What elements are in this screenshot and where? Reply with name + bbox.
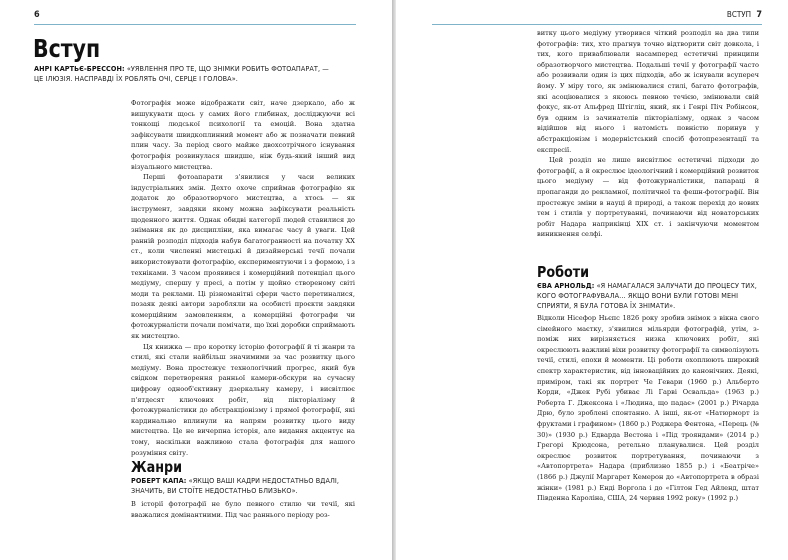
works-body <box>537 313 759 504</box>
right-running-head <box>727 10 762 20</box>
intro-paragraph-4: витку цього медіуму утворився чіткий розподіл на два типи фотографів: тих, хто прагнув точно відтворити світ довкола, і тих, кого приваблювали насамперед естетичні принципи образотворчого мистецтва. Подальші течії у фотографії часто або розвивали один із цих підходів, або ж існували всупереч йому. У міру того, як змінювалися стилі, багато фотографів, які асоціювалися з якоюсь певною течією, змінювали свій фокус, як-от Альфред Штігліц, який, як і Генрі Піч Робінсон, був одним із зачинателів пікторіалізму, однак з часом відійшов від нього і натомість повністю поринув у абстракціонізм і модерністський спосіб фотопрезентації та експресії. <box>537 29 759 154</box>
intro-paragraph-3: Ця книжка — про коротку історію фотографії й ті жанри та стилі, які стали найбільш значимими за час розвитку цього медіуму. Вона простежує технологічний прогрес, який був свідком перетворення ранньої камери-обскури на сучасну цифрову однооб'єктивну дзеркальну камеру, і висвітлює п'ятдесят ключових робіт, від пікторіалізму й фотожурналістики до абстракціонізму і прямої фотографії, які кардинально вплинули на напрям розвитку цього виду мистецтва. Це не вичерпна історія, але видання акцентує на тому, наскільки важливою стала фотографія для нашого розуміння світу. <box>131 342 355 457</box>
left-page <box>0 0 392 560</box>
intro-body <box>131 98 355 458</box>
section-quote-author: РОБЕРТ КАПА: <box>131 476 187 485</box>
intro-body-continued <box>537 28 759 240</box>
section-heading-works: Роботи <box>537 263 590 281</box>
left-page-number: 6 <box>34 10 40 20</box>
section-quote-works-author: ЄВА АРНОЛЬД: <box>537 281 595 290</box>
section-heading-genres: Жанри <box>131 458 183 476</box>
page-title: Вступ <box>33 34 101 63</box>
section-quote-text: «ЯКЩО ВАШІ КАДРИ НЕДОСТАТНЬО ВДАЛІ, ЗНАЧИТЬ, ВИ СТОЇТЕ НЕДОСТАТНЬО БЛИЗЬКО». <box>131 476 340 495</box>
running-title: ВСТУП <box>726 10 752 19</box>
epigraph-author: АНРІ КАРТЬЄ-БРЕССОН: <box>34 64 125 73</box>
genres-body <box>131 499 355 520</box>
epigraph-text: «УЯВЛЕННЯ ПРО ТЕ, ЩО ЗНІМКИ РОБИТЬ ФОТОАПАРАТ, — ЦЕ ІЛЮЗІЯ. НАСПРАВДІ ЇХ РОБЛЯТЬ ОЧІ, СЕРЦЕ І ГОЛОВА». <box>34 64 329 83</box>
intro-paragraph-5: Цей розділ не лише висвітлює естетичні підходи до фотографії, а й окреслює ідеологічний і комерційний розвиток цього медіуму — від фотожурналістики, папараці й пропаганди до рекламної, політичної та фешн-фотографії. Він простежує зміни в науці й природі, а також перехід до нових тем і стилів у портретуванні, починаючи від новаторських робіт Надара наприкінці ХІХ ст. і закінчуючи моментом виникнення селфі. <box>537 156 759 239</box>
header-rule-right <box>432 24 762 25</box>
right-page-number: 7 <box>756 10 762 20</box>
header-rule <box>34 24 356 25</box>
works-paragraph: Відколи Нісефор Ньєпс 1826 року зробив знімок з вікна свого сімейного маєтку, з'явилися мільярди фотографій, утім, з-поміж них вирізняється низка ключових робіт, які окреслюють важливі віхи розвитку фотографії та символізують течії, стилі, епохи й моменти. Ці роботи охоплюють широкий спектр характеристик, від інноваційних до канонічних. Деякі, приміром, такі як портрет Че Гевари (1960 р.) Альберто Корди, «Джек Рубі убиває Лі Гарві Освальда» (1963 р.) Роберта Г. Джексона і «Людина, що падає» (2001 р.) Річарда Дрю, було зроблені спонтанно. А інші, як-от «Натюрморт із фруктами і графином» (1860 р.) Роджера Фентона, «Перець (№ 30)» (1930 р.) Едварда Вестона і «Під трояндами» (2014 р.) Грегорі Крюдсона, ретельно планувалися. Цей розділ окреслює розвиток портретування, починаючи з «Автопортрета» Надара (приблизно 1855 р.) і «Беатріче» (1866 р.) Джулії Маргарет Кемерон до «Автопортрета в образі жінки» (1981 р.) Енді Воргола і до «Гілтон Гед Айленд, штат Південна Кароліна, США, 24 червня 1992 року» (1992 р.) <box>537 314 759 503</box>
right-page <box>396 0 788 560</box>
genres-paragraph: В історії фотографії не було певного стилю чи течії, які вважалися домінантними. Під час раннього періоду роз- <box>131 500 355 519</box>
intro-paragraph-1: Фотографія може відображати світ, наче дзеркало, або ж вишукувати щось у самих його глибинах, досліджуючи всі тонкощі людської психології та емоцій. Вона здатна зафіксувати швидкоплинний момент або ж позначати певний плин часу. За період свого майже двохсотрічного існування фотографія розвинулася швидше, ніж будь-який інший вид візуального мистецтва. <box>131 99 355 171</box>
section-quote-works-text: «Я НАМАГАЛАСЯ ЗАЛУЧАТИ ДО ПРОЦЕСУ ТИХ, КОГО ФОТОГРАФУВАЛА… ЯКЩО ВОНИ БУЛИ ГОТОВІ МЕНІ СПРИЯТИ, Я БУЛА ГОТОВА ЇХ ЗНІМАТИ». <box>537 281 757 310</box>
epigraph <box>34 64 334 84</box>
section-quote-genres <box>131 476 351 496</box>
intro-paragraph-2: Перші фотоапарати з'явилися у часи великих індустріальних змін. Дехто охоче сприймав фотографію як додаток до образотворчого мистецтва, а хтось — як інструмент, завдяки якому можна зафіксувати реальність щоденного життя. Однак обидві категорії людей ставилися до знімання як до дисципліни, яка вимагає часу й уваги. Цей ранній розподіл підходів набув багатогранності на початку ХХ ст., коли численні мистецькі й дизайнерські течії почали використовувати фотографію, експериментуючи і з формою, і з техніками. З часом проявився і комерційний потенціал цього медіуму, спершу у пресі, а потім у щойно створеному світі моди та реклами. Ці різноманітні сфери часто перетиналися, позаяк деякі автори заробляли на особисті проєкти завдяки комерційним замовленням, а комерційні фотографи чи фотожурналісти почали помічати, що їхні доробки сприймають як мистецтво. <box>131 173 355 341</box>
section-quote-works <box>537 281 759 311</box>
